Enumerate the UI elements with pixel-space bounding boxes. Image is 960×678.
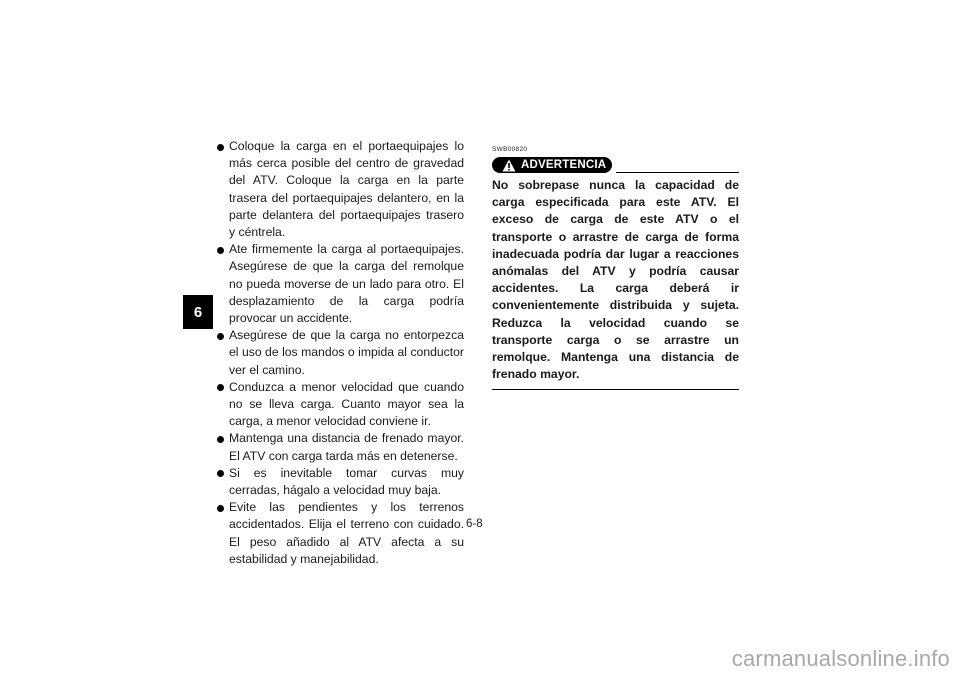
bullet-dot-icon: [217, 470, 224, 477]
bullet-dot-icon: [217, 436, 224, 443]
warning-triangle-icon: [502, 159, 516, 172]
bullet-dot-icon: [217, 144, 224, 151]
bullet-item: [217, 499, 464, 568]
bullet-text: Asegúrese de que la carga no entorpezca el uso de los mandos o impida al conductor ver el camino.: [229, 328, 464, 377]
warning-text: No sobrepase nunca la capacidad de carga especificada para este ATV. El exceso de carga de este ATV o el transporte o arrastre de carga de forma inadecuada podría dar lugar a reacciones anómalas del ATV y podría causar accidentes. La carga deberá ir convenientemente distribuida y sujeta. Reduzca la velocidad cuando se transporte carga o se arrastre un remolque. Mantenga una distancia de frenado mayor.: [492, 178, 739, 382]
bullet-text: Conduzca a menor velocidad que cuando no se lleva carga. Cuanto mayor sea la carga, a menor velocidad conviene ir.: [229, 379, 464, 429]
warning-label-badge: [492, 157, 612, 173]
warning-label: ADVERTENCIA: [521, 159, 607, 171]
bullet-text: Si es inevitable tomar curvas muy cerradas, hágalo a velocidad muy baja.: [229, 465, 464, 498]
page-number: 6-8: [466, 518, 483, 530]
warning-bottom-rule: [492, 389, 739, 390]
bullet-text: Coloque la carga en el portaequipajes lo más cerca posible del centro de gravedad del ATV. Coloque la carga en la parte trasera del portaequipajes delantero, en la parte delantera del portaequipajes trasero y céntrela.: [229, 139, 464, 240]
bullet-item: [217, 241, 464, 327]
warning-box: [492, 146, 739, 390]
watermark: carmanualsonline.info: [731, 646, 950, 671]
bullet-item: [217, 379, 464, 431]
warning-header: [492, 157, 739, 173]
warning-code: SWB00820: [492, 146, 528, 153]
chapter-tab: 6: [183, 295, 213, 329]
bullet-item: [217, 138, 464, 241]
bullet-text: Ate firmemente la carga al portaequipajes. Asegúrese de que la carga del remolque no pueda moverse de un lado para otro. El desplazamiento de la carga podría provocar un accidente.: [229, 242, 464, 326]
bullet-item: [217, 465, 464, 499]
bullet-text: Evite las pendientes y los terrenos accidentados. Elija el terreno con cuidado. El peso añadido al ATV afecta a su estabilidad y manejabilidad.: [229, 500, 464, 566]
bullet-dot-icon: [217, 333, 224, 340]
bullet-dot-icon: [217, 247, 224, 254]
bullet-dot-icon: [217, 505, 224, 512]
safety-bullet-list: [217, 138, 464, 568]
bullet-item: [217, 327, 464, 379]
bullet-dot-icon: [217, 384, 224, 391]
warning-header-rule: [616, 172, 739, 173]
bullet-item: [217, 430, 464, 464]
bullet-text: Mantenga una distancia de frenado mayor. El ATV con carga tarda más en detenerse.: [229, 431, 464, 463]
